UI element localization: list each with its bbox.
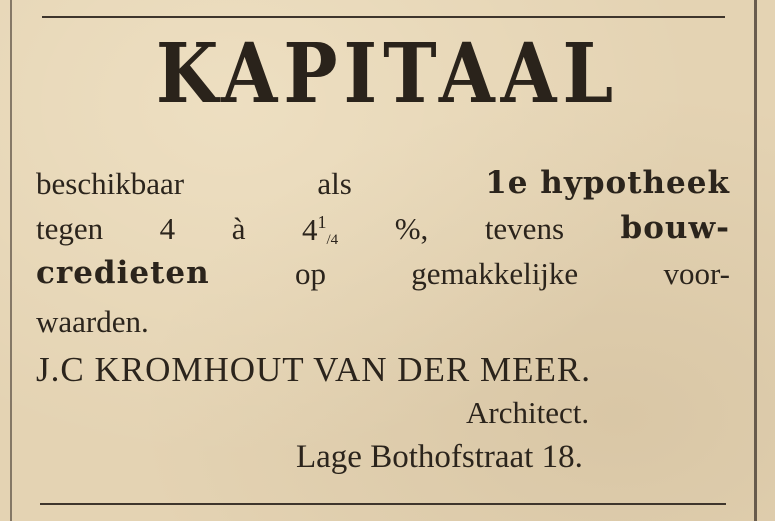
- ad-word: op: [294, 256, 326, 291]
- advertiser-address: Lage Bothofstraat 18.: [296, 439, 583, 475]
- ad-headline: KAPITAAL: [155, 23, 620, 122]
- ad-emphasis: bouw-: [620, 210, 730, 246]
- top-divider: [42, 16, 725, 18]
- ad-word: beschikbaar: [36, 166, 185, 201]
- ad-emphasis: credieten: [36, 255, 210, 291]
- ad-word: als: [317, 166, 352, 201]
- interest-rate: [302, 213, 338, 248]
- ad-word: gemakkelijke: [411, 256, 579, 291]
- advertiser-name: J.C KROMHOUT VAN DER MEER.: [36, 350, 591, 389]
- ad-word: 4: [159, 211, 176, 246]
- ad-line-4: waarden.: [36, 304, 149, 339]
- ad-line-2: [36, 210, 730, 248]
- ad-word: voor-: [663, 256, 730, 291]
- ad-emphasis: 1e hypotheek: [485, 165, 730, 201]
- rate-numerator: 1: [317, 212, 327, 232]
- ad-word: tegen: [36, 211, 104, 246]
- ad-word: tevens: [484, 211, 565, 246]
- ad-line-1: [36, 165, 730, 201]
- rate-integer: 4: [302, 212, 318, 247]
- ad-line-3: [36, 255, 730, 291]
- ad-word: à: [231, 211, 246, 246]
- advertiser-title: Architect.: [466, 395, 590, 430]
- percent-sign: %,: [394, 211, 429, 246]
- rate-denominator: /4: [326, 232, 339, 248]
- bottom-divider: [40, 503, 726, 505]
